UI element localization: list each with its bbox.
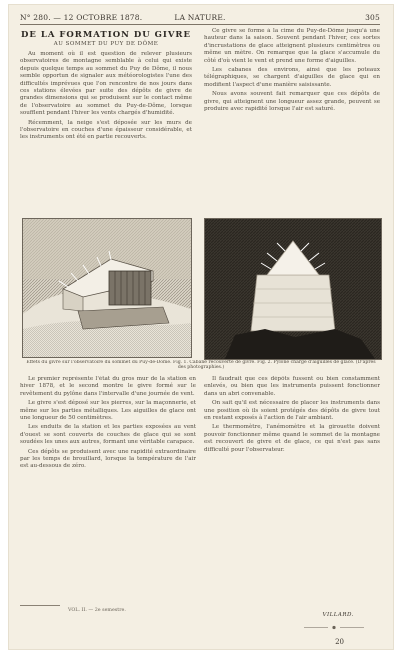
author-signature: VILLARD. xyxy=(322,612,354,618)
figure-caption: Effets du givre sur l'observatoire du sommet du Puy-de-Dôme. Fig. 1. Cabane recouverte de givre. Fig. 2. Pylône chargé d'aiguilles de glace. (D'après des photographies.) xyxy=(26,360,376,370)
paragraph: Les enduits de la station et les parties exposées au vent d'ouest se sont couverts de couches de glace qui se sont soudées les unes aux autres, formant une véritable carapace. xyxy=(20,424,196,446)
article-title: DE LA FORMATION DU GIVRE xyxy=(21,30,191,40)
paragraph: Il faudrait que ces dépôts fussent ou bien constamment enlevés, ou bien que les instruments puissent fonctionner dans un abri convenable. xyxy=(204,376,380,397)
column-left-bottom xyxy=(20,376,196,604)
signature-mark: 20 xyxy=(335,638,344,646)
paragraph: On sait qu'il est nécessaire de placer les instruments dans une position où ils soient protégés des dépôts de givre tout en restant exposés à l'action de l'air ambiant. xyxy=(204,400,380,422)
footnote-rule xyxy=(20,605,60,606)
paragraph: Ces dépôts se produisent avec une rapidité extraordinaire par les temps de brouillard, lorsque la température de l'air est au-dessous de zéro. xyxy=(20,448,196,470)
footnote: VOL. II. — 2e semestre. xyxy=(68,608,126,613)
journal-name: LA NATURE. xyxy=(174,13,226,22)
paragraph: Au moment où il est question de relever plusieurs observatoires de montagne semblable à celui qui existe depuis quelque temps au sommet du Puy de Dôme, il nous semble opportun de signaler aux météorologistes l'une des difficultés imprévues que l'on rencontre de nos jours dans ces stations élevées par suite des dépôts de givre de grandes dimensions qui se produisent sur le contact même de l'observatoire au sommet du Puy-de-Dôme, lorsque soufflent pendant l'hiver les vents chargés d'humidité. xyxy=(20,51,192,117)
page-number: 305 xyxy=(365,13,380,22)
running-head xyxy=(20,10,380,25)
column-right-bottom xyxy=(204,376,380,604)
issue-date: N° 280. — 12 OCTOBRE 1878. xyxy=(20,13,143,22)
paragraph: Le premier représente l'état du gros mur de la station en hiver 1878, et le second montre le givre formé sur le revêtement du pylône dans l'intervalle d'une journée de vent. xyxy=(20,376,196,397)
paragraph: Récemment, la neige s'est déposée sur les murs de l'observatoire en couches d'une épaisseur considérable, et les instruments ont été en partie recouverts. xyxy=(20,119,192,141)
paragraph: Les cabanes des environs, ainsi que les poteaux télégraphiques, se chargent d'aiguilles de glace qui en modifient l'aspect d'une manière saisissante. xyxy=(204,67,380,88)
journal-page xyxy=(8,4,394,650)
paragraph: Nous avons souvent fait remarquer que ces dépôts de givre, qui atteignent une longueur assez grande, peuvent se produire avec rapidité lorsque l'air est saturé. xyxy=(204,91,380,113)
paragraph: Le thermomètre, l'anémomètre et la girouette doivent pouvoir fonctionner même quand le sommet de la montagne est recouvert de givre et de glace, ce qui n'est pas sans difficulté pour l'observateur. xyxy=(204,424,380,453)
paragraph: Ce givre se forme à la cime du Puy-de-Dôme jusqu'à une hauteur dans la saison. Souvent pendant l'hiver, ces sortes d'incrustations de glace atteignent plusieurs centimètres ou même un mètre. On remarque que la glace s'accumule du côté d'où vient le vent et prend une forme d'aiguilles. xyxy=(204,28,380,64)
column-left-top xyxy=(20,28,192,214)
column-right-top xyxy=(204,28,380,214)
figure-frosted-pylon xyxy=(204,218,382,360)
ornament-divider xyxy=(304,625,364,630)
figure-frosted-hut xyxy=(22,218,192,358)
article-subtitle: AU SOMMET DU PUY DE DÔME xyxy=(53,41,159,47)
paragraph: Le givre s'est déposé sur les pierres, sur la maçonnerie, et même sur les parties métalliques. Les aiguilles de glace ont une longueur de 50 centimètres. xyxy=(20,400,196,422)
